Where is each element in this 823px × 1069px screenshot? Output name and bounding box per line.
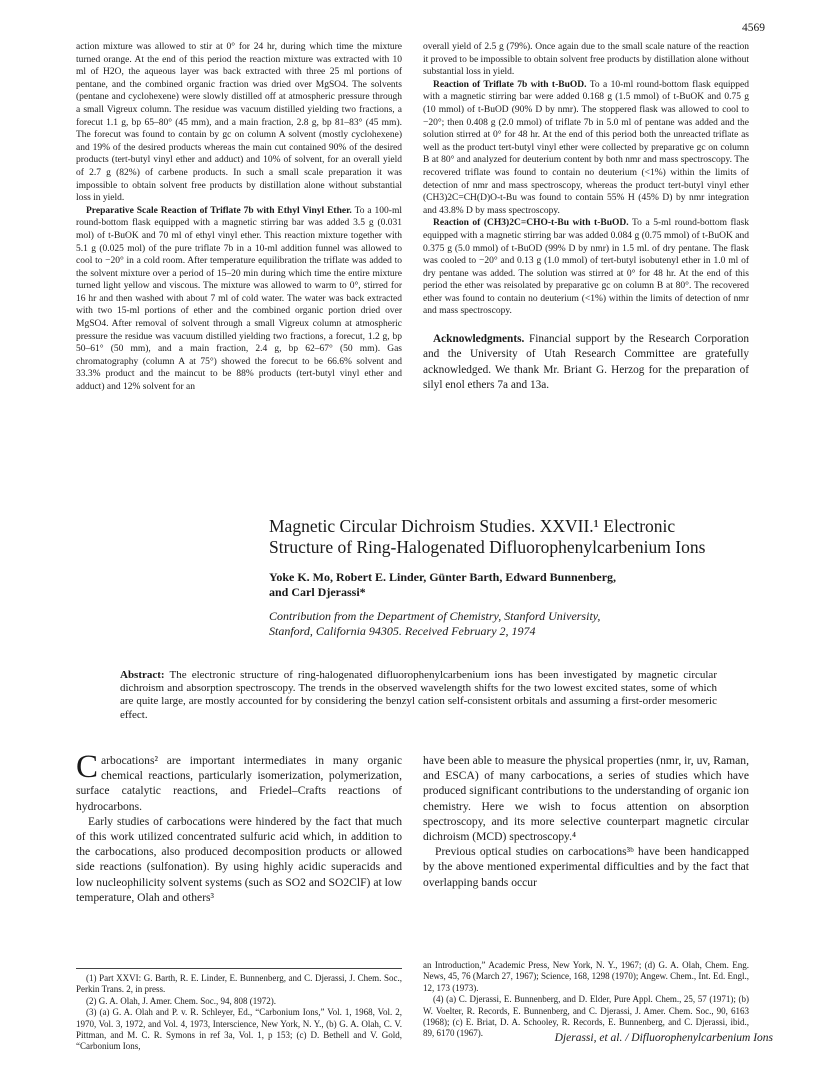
acknowledgments: Acknowledgments. Financial support by the Research Corporation and the University of Utah Research Committee are gratefully acknowledged. We thank Mr. Briant G. Herzog for the preparation of silyl enol ethers 7a and 13a. <box>423 333 749 391</box>
abstract: Abstract: The electronic structure of ring-halogenated difluorophenylcarbenium ions has been investigated by magnetic circular dichroism and absorption spectroscopy. The trends in the observed wavelength shifts for the two lowest excited states, some of which are quite large, are mostly accounted for by considering the benzyl cation self-consistent orbitals and assuming a first-order mesomeric effect. <box>120 669 717 721</box>
reaction-heading: Reaction of (CH3)2C=CHO-t-Bu with t-BuOD. <box>433 218 629 229</box>
experimental-paragraph: Preparative Scale Reaction of Triflate 7b with Ethyl Vinyl Ether. To a 100-ml round-bottom flask equipped with a magnetic stirring bar was added 3.5 g (0.031 mol) of t-BuOK and 70 ml of ethyl vinyl ether. This reaction mixture together with 5.1 g (0.025 mol) of the pure triflate 7b in a 10-ml addition funnel was allowed to cool to −20° in a cold room. After temperature equilibration the triflate was added to the solvent mixture over a period of 15–20 min during which time the entire mixture turned light yellow and viscous. The mixture was allowed to warm to 0°, stirred for 16 hr and then washed with about 7 ml of cold water. The water was back extracted with two 15-ml portions of ether and the combined organic portion dried over MgSO4. After removal of solvent through a small Vigreux column at atmospheric pressure the residue was vacuum distilled yielding two fractions, a forecut, 1.2 g, bp 50–61° (50 mm), and a main fraction, 2.4 g, bp 62–67° (50 mm). Gas chromatography (column A at 75°) showed the forecut to be 66.6% solvent and 33.3% product and the maincut to be 88% products (tert-butyl vinyl ether and adduct) and 12% solvent for an <box>76 205 402 393</box>
acknowledgments-heading: Acknowledgments. <box>433 333 525 346</box>
experimental-paragraph: action mixture was allowed to stir at 0° for 24 hr, during which time the mixture turned orange. At the end of this period the reaction mixture was extracted with 10 ml of H2O, the aqueous layer was back extracted with three 25 ml portions of pentane, and the combined organic fraction was dried over MgSO4. The solvents (pentane and cyclohexene) were slowly distilled off at atmospheric pressure through a small Vigreux column. The residue was vacuum distilled yielding two fractions, a forecut 1.1 g, bp 65–80° (45 mm), and a main fraction, 2.8 g, bp 81–83° (45 mm). The forecut was found to contain by gc on column A solvent (mostly cyclohexene) and 19% of the desired products whereas the main cut contained 90% of the desired products (tert-butyl vinyl ether and adduct) and 10% of solvent, for an overall yield of 2.7 g (82%) of carbene products. In such a small scale preparation it was impossible to obtain solvent free products by distillation alone without substantial loss in yield. <box>76 42 402 204</box>
footnotes-right <box>423 960 749 1040</box>
page-number: 4569 <box>742 22 765 34</box>
drop-cap: C <box>76 749 99 785</box>
abstract-label: Abstract: <box>120 669 165 681</box>
footnote-divider <box>76 968 402 969</box>
body-column-left <box>76 749 402 905</box>
footnote: (1) Part XXVI: G. Barth, R. E. Linder, E. Bunnenberg, and C. Djerassi, J. Chem. Soc., Perkin Trans. 2, in press. <box>76 973 402 995</box>
experimental-column-left <box>76 41 402 394</box>
footnote: (4) (a) C. Djerassi, E. Bunnenberg, and D. Elder, Pure Appl. Chem., 25, 57 (1971); (b) W. Voelter, R. Records, E. Bunnenberg, and C. Djerassi, J. Amer. Chem. Soc., 90, 6163 (1968); (c) E. Briat, D. A. Schooley, R. Records, E. Bunnenberg, and C. Djerassi, ibid., 89, 6170 (1967). <box>423 994 749 1039</box>
body-paragraph: Previous optical studies on carbocations³ᵇ have been handicapped by the above mentioned experimental difficulties and by the fact that overlapping bands occur <box>423 845 749 889</box>
article-title: Magnetic Circular Dichroism Studies. XXVII.¹ Electronic Structure of Ring-Halogenated Difluorophenylcarbenium Ions <box>269 516 706 557</box>
body-paragraph: Carbocations² are important intermediates in many organic chemical reactions, particularly isomerization, polymerization, surface catalytic reactions, and Friedel–Crafts reactions of hydrocarbons. <box>76 749 402 813</box>
experimental-paragraph: Reaction of (CH3)2C=CHO-t-Bu with t-BuOD. To a 5-ml round-bottom flask equipped with a magnetic stirring bar was added 0.084 g (0.75 mmol) of t-BuOK and 0.375 g (5.0 mmol) of t-BuOD (99% D by nmr) in 1.5 ml. of dry pentane. The flask was cooled to −20° and 0.13 g (1.0 mmol) of tert-butyl isobutenyl ether in 1.0 ml of dry pentane was added. The solution was stirred at 0° for 48 hr. At the end of this period the ether was reisolated by preparative gc on column B at 80°. The recovered ether was found to contain no deuterium (<1%) within the limits of detection of nmr and mass spectroscopy. <box>423 218 749 317</box>
experimental-paragraph: Reaction of Triflate 7b with t-BuOD. To a 10-ml round-bottom flask equipped with a magnetic stirring bar were added 0.168 g (1.5 mmol) of t-BuOK and 0.75 g (10 mmol) of t-BuOD (90% D by nmr). The stoppered flask was allowed to cool to −20°; then 0.408 g (2.0 mmol) of triflate 7b in 5.0 ml of pentane was added and the solution stirred at 0° for 48 hr. At the end of this period both the unreacted triflate as well as the product tert-butyl vinyl ether were collected by preparative gc on column B at 80° and analyzed for deuterium content by both nmr and mass spectroscopy. The recovered triflate was found to contain no deuterium (<1%) within the limits of detection of nmr and mass spectroscopy, whereas the product tert-butyl vinyl ether (CH3)2C=CH(D)O-t-Bu was found to contain 55% H (45% D) by nmr integration and 43.8% D by mass spectroscopy. <box>423 79 749 216</box>
article-header <box>269 516 769 639</box>
footnote: (3) (a) G. A. Olah and P. v. R. Schleyer, Ed., “Carbonium Ions,” Vol. 1, 1968, Vol. 2, 1970, Vol. 3, 1972, and Vol. 4, 1973, Interscience, New York, N. Y., (b) G. A. Olah, C. V. Pittman, and M. C. R. Symons in ref 3a, Vol. 1, p 153; (c) D. Bethell and V. Gold, “Carbonium Ions, <box>76 1007 402 1052</box>
body-paragraph: Early studies of carbocations were hindered by the fact that much of this work utilized concentrated sulfuric acid which, in addition to the carbocations, also produced decomposition products or allowed side reactions (sulfonation). By using highly acidic superacids and low nucleophilicity solvent systems (such as SO2 and SO2ClF) at low temperature, Olah and others³ <box>76 814 402 904</box>
footnotes-left <box>76 960 402 1053</box>
article-affiliation: Contribution from the Department of Chemistry, Stanford University, Stanford, California 94305. Received February 2, 1974 <box>269 609 601 638</box>
experimental-column-right <box>423 41 749 393</box>
reaction-heading: Preparative Scale Reaction of Triflate 7b with Ethyl Vinyl Ether. <box>86 205 352 216</box>
article-authors: Yoke K. Mo, Robert E. Linder, Günter Barth, Edward Bunnenberg, and Carl Djerassi* <box>269 570 617 599</box>
reaction-heading: Reaction of Triflate 7b with t-BuOD. <box>433 79 587 90</box>
body-paragraph: have been able to measure the physical properties (nmr, ir, uv, Raman, and ESCA) of many carbocations, a series of studies which have produced significant contributions to the understanding of organic ion chemistry. Here we wish to focus attention on absorption spectroscopy, and its more selective counterpart magnetic circular dichroism (MCD) spectroscopy.⁴ <box>423 754 749 844</box>
body-column-right <box>423 753 749 890</box>
running-footer: Djerassi, et al. / Difluorophenylcarbenium Ions <box>554 1032 773 1044</box>
footnote: an Introduction,” Academic Press, New York, N. Y., 1967; (d) G. A. Olah, Chem. Eng. News, 45, 76 (March 27, 1967); Science, 168, 1298 (1970); Angew. Chem., Int. Ed. Engl., 12, 173 (1973). <box>423 960 749 993</box>
experimental-paragraph: overall yield of 2.5 g (79%). Once again due to the small scale nature of the reaction it proved to be impossible to obtain solvent free products by distillation alone without substantial loss in yield. <box>423 42 749 78</box>
footnote: (2) G. A. Olah, J. Amer. Chem. Soc., 94, 808 (1972). <box>86 995 276 1006</box>
